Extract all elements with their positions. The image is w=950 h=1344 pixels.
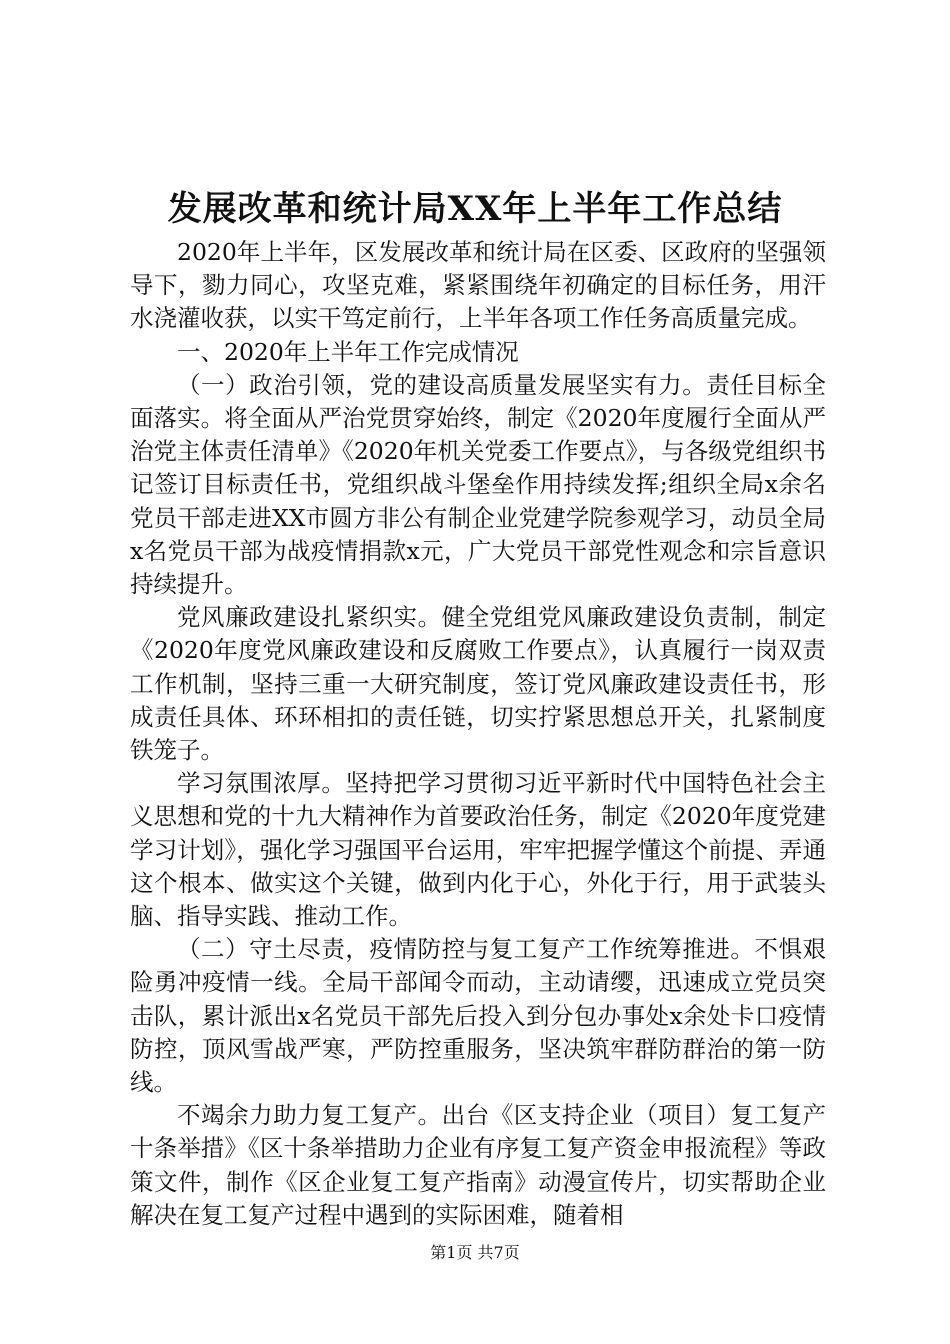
paragraph-integrity-building: 党风廉政建设扎紧织实。健全党组党风廉政建设负责制，制定《2020年度党风廉政建设和反腐败工作要点》，认真履行一岗双责工作机制，坚持三重一大研究制度，签订党风廉政建设责任书，形成责任具体、环环相扣的责任链，切实拧紧思想总开关，扎紧制度铁笼子。	[130, 603, 826, 765]
page-number-footer: 第1页 共7页	[430, 1243, 520, 1262]
document-body	[130, 236, 826, 1232]
paragraph-resumption: 不竭余力助力复工复产。出台《区支持企业（项目）复工复产十条举措》《区十条举措助力企业有序复工复产资金申报流程》等政策文件，制作《区企业复工复产指南》动漫宣传片，切实帮助企业解决在复工复产过程中遇到的实际困难，随着相	[130, 1101, 826, 1229]
paragraph-intro: 2020年上半年，区发展改革和统计局在区委、区政府的坚强领导下，勠力同心，攻坚克难，紧紧围绕年初确定的目标任务，用汗水浇灌收获，以实干笃定前行，上半年各项工作任务高质量完成。	[130, 238, 826, 333]
paragraph-political-leadership: （一）政治引领，党的建设高质量发展坚实有力。责任目标全面落实。将全面从严治党贯穿始终，制定《2020年度履行全面从严治党主体责任清单》《2020年机关党委工作要点》，与各级党组织书记签订目标责任书，党组织战斗堡垒作用持续发挥;组织全局x余名党员干部走进XX市圆方非公有制企业党建学院参观学习，动员全局x名党员干部为战疫情捐款x元，广大党员干部党性观念和宗旨意识持续提升。	[130, 370, 826, 599]
section-heading-1: 一、2020年上半年工作完成情况	[177, 337, 519, 366]
paragraph-study-atmosphere: 学习氛围浓厚。坚持把学习贯彻习近平新时代中国特色社会主义思想和党的十九大精神作为首要政治任务，制定《2020年度党建学习计划》，强化学习强国平台运用，牢牢把握学懂这个前提、弄通这个根本、做实这个关键，做到内化于心，外化于行，用于武装头脑、指导实践、推动工作。	[130, 769, 826, 931]
document-title: 发展改革和统计局XX年上半年工作总结	[167, 189, 783, 229]
paragraph-epidemic-control: （二）守土尽责，疫情防控与复工复产工作统筹推进。不惧艰险勇冲疫情一线。全局干部闻令而动，主动请缨，迅速成立党员突击队，累计派出x名党员干部先后投入到分包办事处x余处卡口疫情防控，顶风雪战严寒，严防控重服务，坚决筑牢群防群治的第一防线。	[130, 935, 826, 1097]
